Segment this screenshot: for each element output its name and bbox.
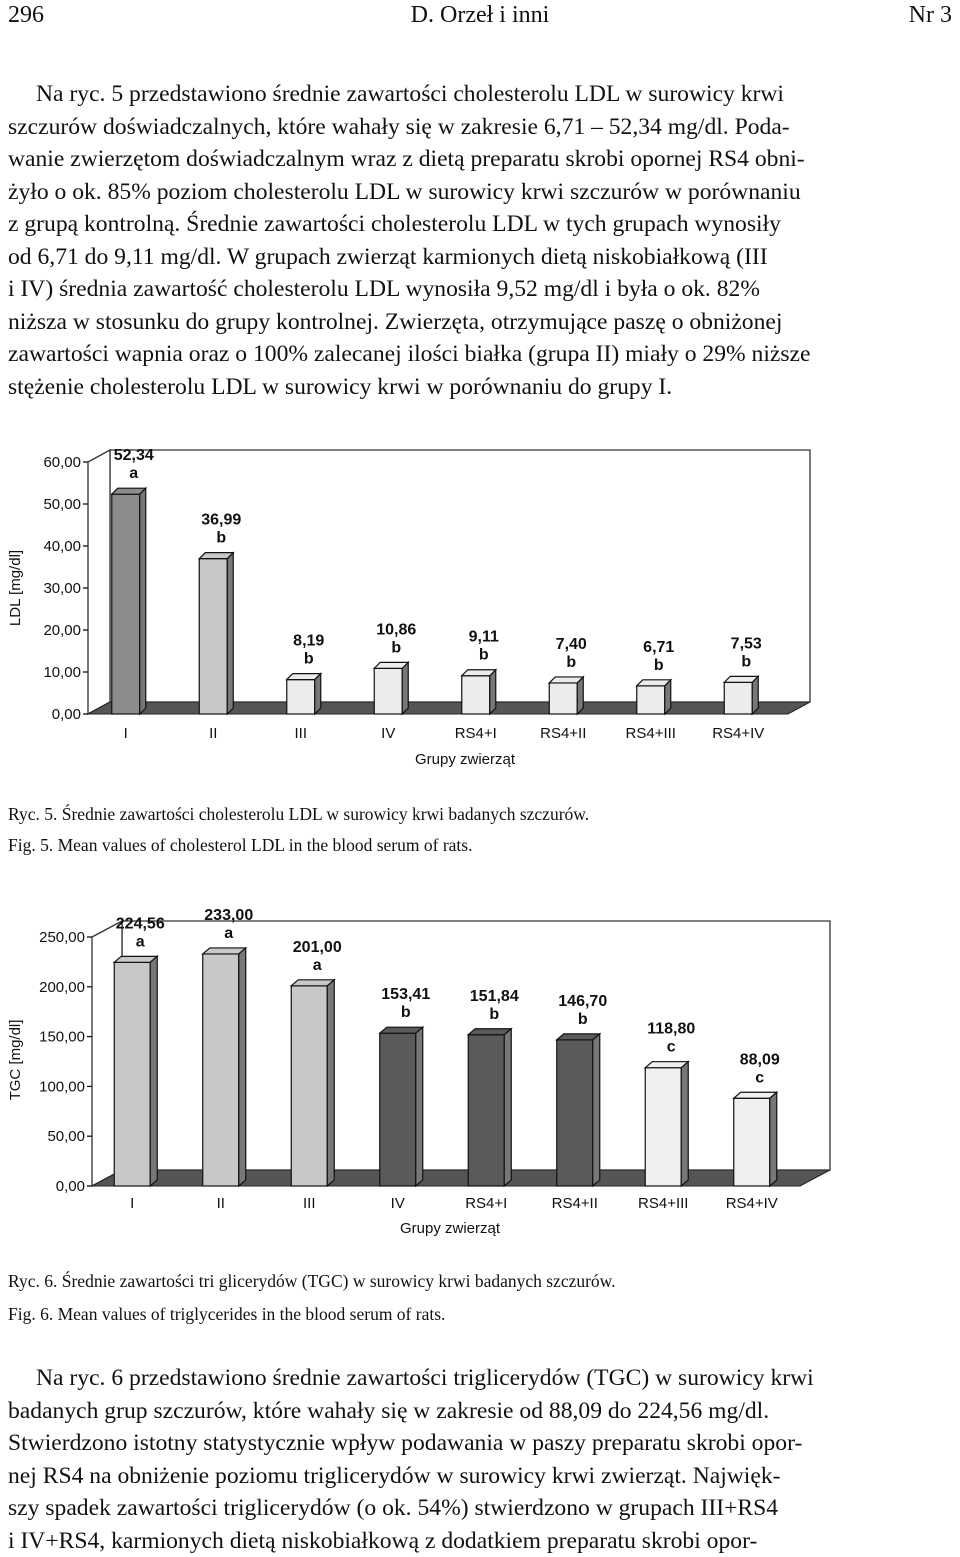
group-letter: b <box>578 1011 588 1028</box>
bar <box>468 1035 504 1186</box>
y-tick-label: 50,00 <box>43 496 81 513</box>
bar-side <box>402 662 408 714</box>
text-line: Na ryc. 5 przedstawiono średnie zawartości cholesterolu LDL w surowicy krwi <box>8 78 954 111</box>
issue-number: Nr 3 <box>909 2 952 29</box>
bar-side <box>327 980 334 1186</box>
bar <box>645 1068 681 1186</box>
bar-side <box>665 680 671 714</box>
text-line: stężenie cholesterolu LDL w surowicy krwi w porównaniu do grupy I. <box>8 371 954 404</box>
category-label: RS4+I <box>455 725 497 742</box>
bar-side <box>770 1092 777 1186</box>
data-label: 88,09 <box>740 1051 780 1068</box>
category-label: RS4+II <box>540 725 586 742</box>
bar-side <box>227 553 233 714</box>
bar <box>734 1098 770 1186</box>
bar-side <box>593 1034 600 1186</box>
group-letter: b <box>654 657 664 674</box>
text-line: zawartości wapnia oraz o 100% zalecanej ilości białka (grupa II) miały o 29% niższe <box>8 338 954 371</box>
group-letter: b <box>489 1006 499 1023</box>
plot-floor <box>88 702 810 714</box>
running-header <box>8 2 952 32</box>
bar <box>114 962 150 1186</box>
category-label: III <box>294 725 307 742</box>
category-label: IV <box>381 725 395 742</box>
bar <box>203 954 239 1186</box>
group-letter: b <box>401 1004 411 1021</box>
text-line: żyło o ok. 85% poziom cholesterolu LDL w surowicy krwi szczurów w porównaniu <box>8 176 954 209</box>
bar <box>287 680 315 714</box>
bar <box>112 494 140 714</box>
bar <box>291 986 327 1186</box>
bar-side <box>416 1027 423 1186</box>
category-label: RS4+III <box>626 725 676 742</box>
y-tick-label: 60,00 <box>43 454 81 471</box>
group-letter: b <box>479 647 489 664</box>
text-line: niższa w stosunku do grupy kontrolnej. Zwierzęta, otrzymujące paszę o obniżonej <box>8 306 954 339</box>
text-line: badanych grup szczurów, które wahały się w zakresie od 88,09 do 224,56 mg/dl. <box>8 1395 954 1428</box>
group-letter: c <box>667 1039 676 1056</box>
y-tick-label: 150,00 <box>39 1029 85 1046</box>
category-label: III <box>303 1195 316 1212</box>
bar-side <box>239 948 246 1186</box>
group-letter: b <box>304 651 314 668</box>
bar <box>549 683 577 714</box>
text-line: od 6,71 do 9,11 mg/dl. W grupach zwierząt karmionych dietą niskobiałkową (III <box>8 241 954 274</box>
x-axis-title: Grupy zwierząt <box>415 751 516 768</box>
ldl-bar-chart <box>0 440 960 785</box>
text-line: Na ryc. 6 przedstawiono średnie zawartości triglicerydów (TGC) w surowicy krwi <box>8 1362 954 1395</box>
bar <box>462 676 490 714</box>
text-line: Stwierdzono istotny statystycznie wpływ podawania w paszy preparatu skrobi opor- <box>8 1427 954 1460</box>
group-letter: a <box>224 925 233 942</box>
text-line: szczurów doświadczalnych, które wahały się w zakresie 6,71 – 52,34 mg/dl. Poda- <box>8 111 954 144</box>
data-label: 146,70 <box>558 993 607 1010</box>
data-label: 153,41 <box>381 986 430 1003</box>
text-line: nej RS4 na obniżenie poziomu triglicerydów w surowicy krwi zwierząt. Najwięk- <box>8 1460 954 1493</box>
figure-6-caption-en: Fig. 6. Mean values of triglycerides in the blood serum of rats. <box>8 1303 445 1325</box>
category-label: I <box>124 725 128 742</box>
bar-side <box>504 1029 511 1186</box>
y-axis-title: LDL [mg/dl] <box>7 550 24 626</box>
data-label: 36,99 <box>201 512 241 529</box>
y-tick-label: 50,00 <box>47 1128 85 1145</box>
bar-side <box>681 1062 688 1186</box>
figure-5-caption-en: Fig. 5. Mean values of cholesterol LDL in the blood serum of rats. <box>8 834 472 856</box>
category-label: RS4+III <box>638 1195 688 1212</box>
bar-side <box>577 677 583 714</box>
bar-side <box>315 674 321 714</box>
category-label: II <box>209 725 217 742</box>
bar <box>724 682 752 714</box>
group-letter: b <box>391 639 401 656</box>
bar <box>380 1033 416 1186</box>
data-label: 118,80 <box>647 1021 695 1038</box>
category-label: IV <box>391 1195 405 1212</box>
data-label: 233,00 <box>204 907 253 924</box>
plot-side-wall <box>88 450 110 714</box>
group-letter: b <box>741 653 751 670</box>
category-label: II <box>217 1195 225 1212</box>
text-line: i IV) średnia zawartość cholesterolu LDL wynosiła 9,52 mg/dl i była o ok. 82% <box>8 273 954 306</box>
text-line: i IV+RS4, karmionych dietą niskobiałkową z dodatkiem preparatu skrobi opor- <box>8 1525 954 1557</box>
category-label: I <box>130 1195 134 1212</box>
bar-side <box>150 956 157 1186</box>
y-tick-label: 250,00 <box>39 929 85 946</box>
data-label: 52,34 <box>114 447 154 464</box>
y-tick-label: 200,00 <box>39 979 85 996</box>
y-axis-title: TGC [mg/dl] <box>7 1020 24 1101</box>
group-letter: a <box>313 957 322 974</box>
data-label: 6,71 <box>643 639 674 656</box>
group-letter: a <box>136 933 145 950</box>
y-tick-label: 0,00 <box>56 1178 85 1195</box>
bar-side <box>140 488 146 714</box>
bar <box>557 1040 593 1186</box>
category-label: RS4+I <box>465 1195 507 1212</box>
group-letter: b <box>216 530 226 547</box>
data-label: 8,19 <box>293 633 324 650</box>
figure-6-caption-pl: Ryc. 6. Średnie zawartości tri glicerydów (TGC) w surowicy krwi badanych szczurów. <box>8 1270 616 1292</box>
bar <box>199 559 227 714</box>
page-number: 296 <box>8 2 44 29</box>
figure-5-caption-pl: Ryc. 5. Średnie zawartości cholesterolu LDL w surowicy krwi badanych szczurów. <box>8 803 589 825</box>
y-tick-label: 100,00 <box>39 1078 85 1095</box>
group-letter: a <box>129 465 138 482</box>
text-line: szy spadek zawartości triglicerydów (o ok. 54%) stwierdzono w grupach III+RS4 <box>8 1492 954 1525</box>
tgc-bar-chart <box>0 890 960 1250</box>
text-line: wanie zwierzętom doświadczalnym wraz z dietą preparatu skrobi opornej RS4 obni- <box>8 143 954 176</box>
data-label: 7,40 <box>556 636 587 653</box>
data-label: 9,11 <box>469 629 499 646</box>
bar-side <box>752 676 758 714</box>
x-axis-title: Grupy zwierząt <box>400 1220 501 1237</box>
category-label: RS4+II <box>552 1195 598 1212</box>
y-tick-label: 10,00 <box>43 664 81 681</box>
bar-side <box>490 670 496 714</box>
bar <box>637 686 665 714</box>
data-label: 10,86 <box>376 621 416 638</box>
running-title: D. Orzeł i inni <box>8 2 952 29</box>
group-letter: c <box>755 1069 764 1086</box>
y-tick-label: 0,00 <box>52 706 81 723</box>
paragraph-1 <box>8 78 954 403</box>
category-label: RS4+IV <box>712 725 764 742</box>
y-tick-label: 20,00 <box>43 622 81 639</box>
group-letter: b <box>566 654 576 671</box>
y-tick-label: 30,00 <box>43 580 81 597</box>
y-tick-label: 40,00 <box>43 538 81 555</box>
category-label: RS4+IV <box>726 1195 778 1212</box>
paragraph-2 <box>8 1362 954 1557</box>
text-line: z grupą kontrolną. Średnie zawartości cholesterolu LDL w tych grupach wynosiły <box>8 208 954 241</box>
data-label: 7,53 <box>731 635 762 652</box>
data-label: 151,84 <box>470 988 519 1005</box>
data-label: 224,56 <box>116 915 165 932</box>
data-label: 201,00 <box>293 939 342 956</box>
bar <box>374 668 402 714</box>
